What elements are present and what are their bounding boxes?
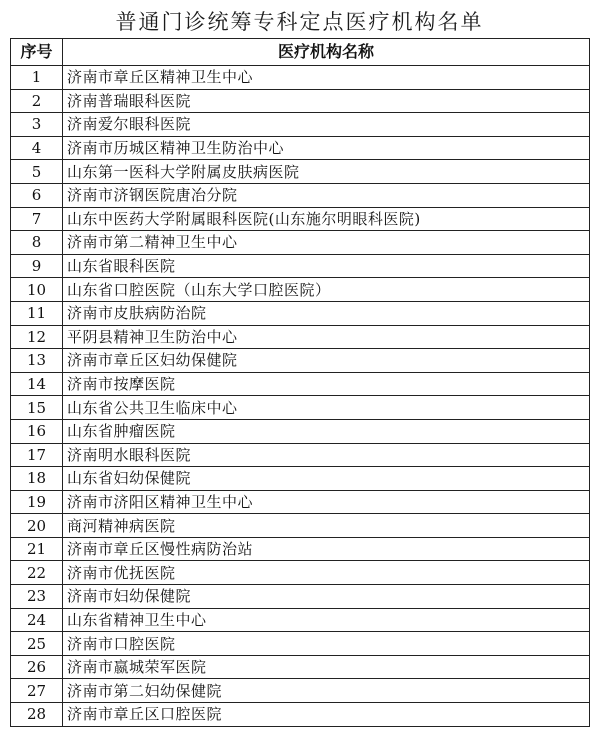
institution-name: 山东省眼科医院 bbox=[63, 254, 590, 278]
name-column-header: 医疗机构名称 bbox=[63, 39, 590, 66]
table-row bbox=[11, 325, 590, 349]
row-index: 22 bbox=[11, 561, 63, 585]
institution-name: 济南市皮肤病防治院 bbox=[63, 301, 590, 325]
row-index: 3 bbox=[11, 113, 63, 137]
institution-name: 济南市历城区精神卫生防治中心 bbox=[63, 136, 590, 160]
institution-name: 平阴县精神卫生防治中心 bbox=[63, 325, 590, 349]
institution-name: 济南爱尔眼科医院 bbox=[63, 113, 590, 137]
table-row bbox=[11, 537, 590, 561]
table-row bbox=[11, 585, 590, 609]
row-index: 2 bbox=[11, 89, 63, 113]
row-index: 10 bbox=[11, 278, 63, 302]
table-row bbox=[11, 679, 590, 703]
institution-name: 山东省妇幼保健院 bbox=[63, 467, 590, 491]
row-index: 18 bbox=[11, 467, 63, 491]
row-index: 25 bbox=[11, 632, 63, 656]
row-index: 23 bbox=[11, 585, 63, 609]
table-header-row bbox=[11, 39, 590, 66]
table-row bbox=[11, 490, 590, 514]
table-body bbox=[11, 66, 590, 727]
table-row bbox=[11, 372, 590, 396]
institution-name: 济南市按摩医院 bbox=[63, 372, 590, 396]
institution-name: 山东第一医科大学附属皮肤病医院 bbox=[63, 160, 590, 184]
table-row bbox=[11, 396, 590, 420]
document-title: 普通门诊统筹专科定点医疗机构名单 bbox=[115, 10, 484, 34]
table-row bbox=[11, 89, 590, 113]
table-row bbox=[11, 136, 590, 160]
institution-name: 济南市济阳区精神卫生中心 bbox=[63, 490, 590, 514]
institution-name: 济南市优抚医院 bbox=[63, 561, 590, 585]
institution-name: 济南明水眼科医院 bbox=[63, 443, 590, 467]
institution-table bbox=[10, 38, 590, 727]
row-index: 19 bbox=[11, 490, 63, 514]
institution-name: 商河精神病医院 bbox=[63, 514, 590, 538]
row-index: 4 bbox=[11, 136, 63, 160]
row-index: 20 bbox=[11, 514, 63, 538]
row-index: 6 bbox=[11, 183, 63, 207]
table-row bbox=[11, 443, 590, 467]
table-row bbox=[11, 183, 590, 207]
table-row bbox=[11, 207, 590, 231]
table-row bbox=[11, 703, 590, 727]
table-row bbox=[11, 419, 590, 443]
institution-name: 济南市妇幼保健院 bbox=[63, 585, 590, 609]
row-index: 15 bbox=[11, 396, 63, 420]
row-index: 1 bbox=[11, 66, 63, 90]
row-index: 16 bbox=[11, 419, 63, 443]
institution-name: 山东省公共卫生临床中心 bbox=[63, 396, 590, 420]
table-row bbox=[11, 113, 590, 137]
row-index: 28 bbox=[11, 703, 63, 727]
row-index: 13 bbox=[11, 349, 63, 373]
row-index: 21 bbox=[11, 537, 63, 561]
table-row bbox=[11, 632, 590, 656]
institution-name: 山东中医药大学附属眼科医院(山东施尔明眼科医院) bbox=[63, 207, 590, 231]
row-index: 7 bbox=[11, 207, 63, 231]
table-row bbox=[11, 278, 590, 302]
table-row bbox=[11, 66, 590, 90]
table-row bbox=[11, 561, 590, 585]
institution-name: 济南市济钢医院唐冶分院 bbox=[63, 183, 590, 207]
row-index: 14 bbox=[11, 372, 63, 396]
row-index: 11 bbox=[11, 301, 63, 325]
institution-name: 山东省口腔医院（山东大学口腔医院） bbox=[63, 278, 590, 302]
table-row bbox=[11, 160, 590, 184]
institution-name: 济南市第二妇幼保健院 bbox=[63, 679, 590, 703]
row-index: 17 bbox=[11, 443, 63, 467]
institution-name: 济南市嬴城荣军医院 bbox=[63, 655, 590, 679]
table-row bbox=[11, 514, 590, 538]
row-index: 8 bbox=[11, 231, 63, 255]
row-index: 12 bbox=[11, 325, 63, 349]
row-index: 26 bbox=[11, 655, 63, 679]
row-index: 5 bbox=[11, 160, 63, 184]
table-row bbox=[11, 231, 590, 255]
institution-name: 济南市章丘区口腔医院 bbox=[63, 703, 590, 727]
institution-name: 济南市章丘区慢性病防治站 bbox=[63, 537, 590, 561]
row-index: 24 bbox=[11, 608, 63, 632]
institution-name: 济南市章丘区精神卫生中心 bbox=[63, 66, 590, 90]
institution-name: 济南普瑞眼科医院 bbox=[63, 89, 590, 113]
table-row bbox=[11, 608, 590, 632]
institution-name: 济南市口腔医院 bbox=[63, 632, 590, 656]
table-row bbox=[11, 301, 590, 325]
institution-list-sheet bbox=[10, 6, 589, 727]
table-row bbox=[11, 254, 590, 278]
institution-name: 山东省肿瘤医院 bbox=[63, 419, 590, 443]
table-row bbox=[11, 467, 590, 491]
table-row bbox=[11, 655, 590, 679]
institution-name: 山东省精神卫生中心 bbox=[63, 608, 590, 632]
institution-name: 济南市章丘区妇幼保健院 bbox=[63, 349, 590, 373]
institution-name: 济南市第二精神卫生中心 bbox=[63, 231, 590, 255]
row-index: 9 bbox=[11, 254, 63, 278]
index-column-header: 序号 bbox=[11, 39, 63, 66]
table-row bbox=[11, 349, 590, 373]
row-index: 27 bbox=[11, 679, 63, 703]
